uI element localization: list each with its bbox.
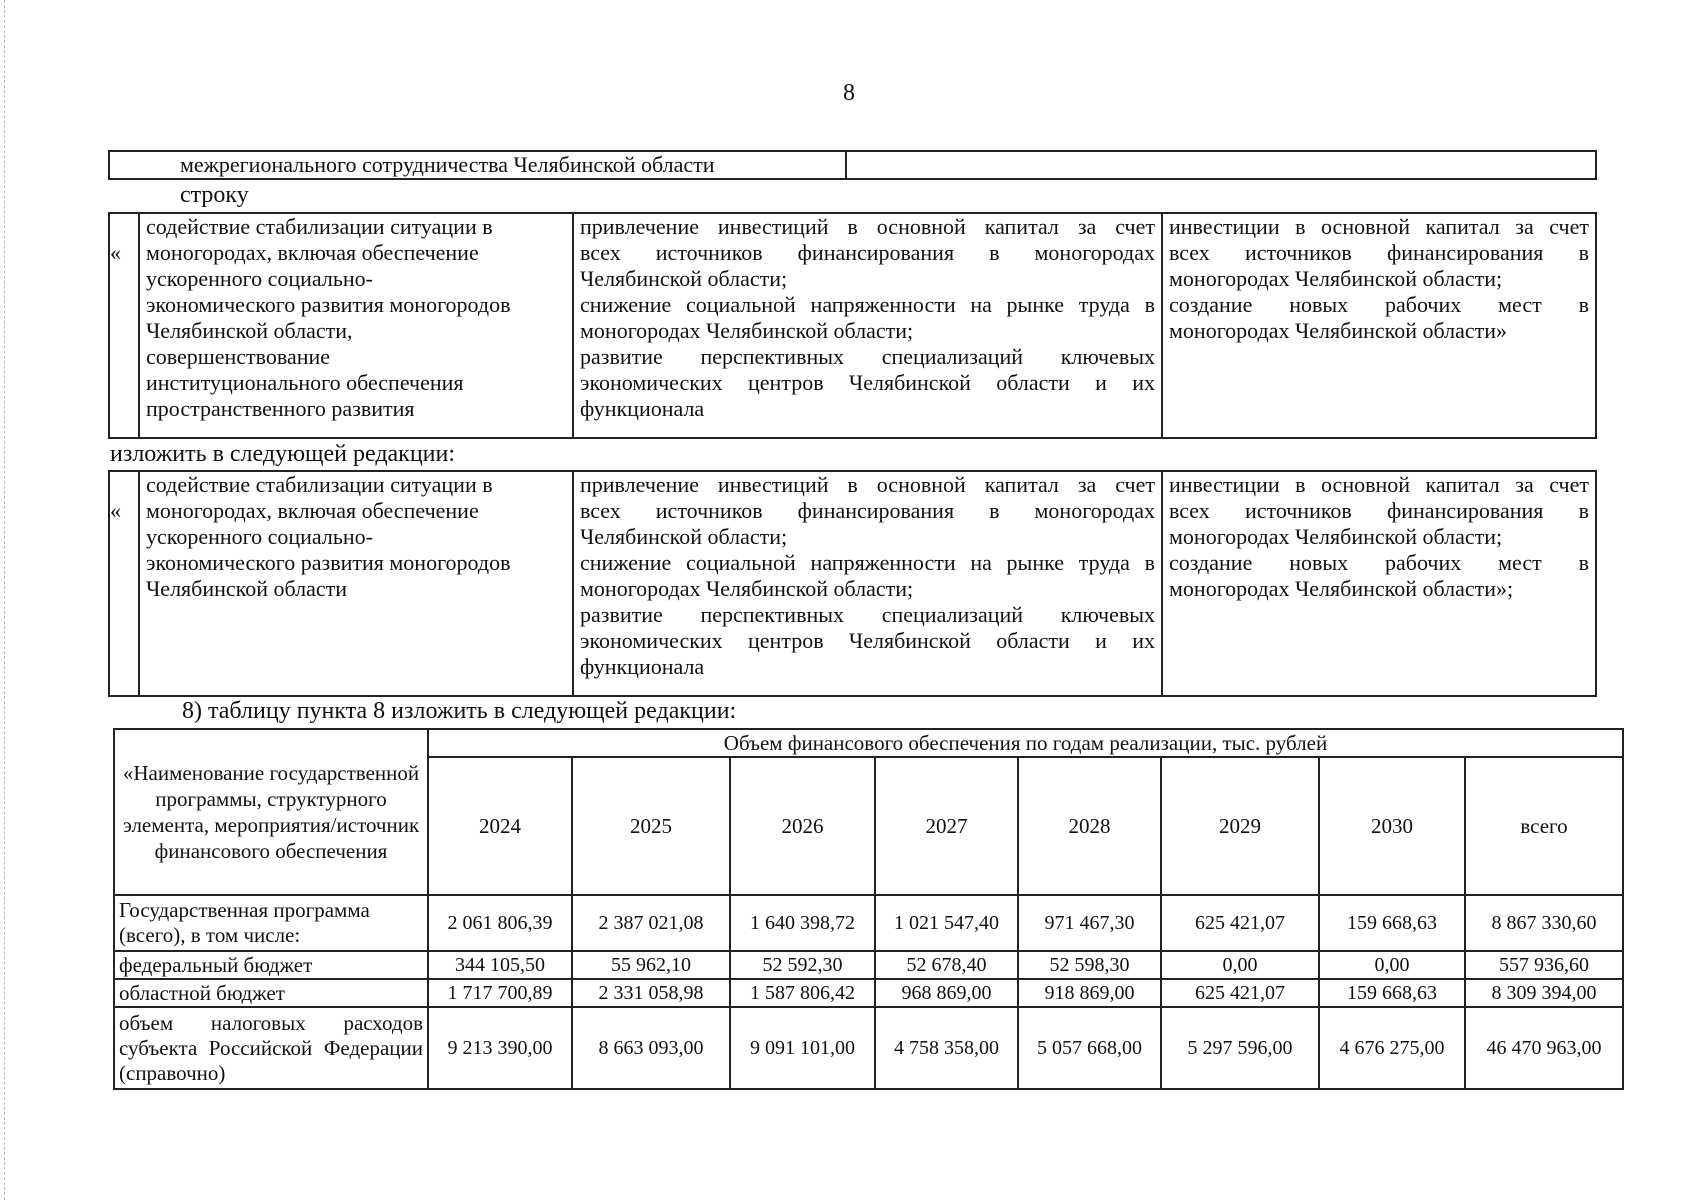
cell-value: 159 668,63 [1319, 895, 1465, 951]
year-header-2030: 2030 [1319, 757, 1465, 895]
cell-value: 4 758 358,00 [875, 1007, 1018, 1089]
scan-edge-line [4, 0, 5, 1200]
year-header-2025: 2025 [572, 757, 730, 895]
finance-table-wrap [113, 728, 1624, 1090]
line: всех источников финансирования в моногородах [580, 240, 1155, 265]
cell-value: 8 309 394,00 [1465, 979, 1623, 1007]
cell-value: 625 421,07 [1161, 895, 1319, 951]
old-row-quote-cell [109, 213, 139, 438]
page-number: 8 [843, 80, 855, 106]
row-label: федеральный бюджет [114, 951, 428, 979]
line: моногородах Челябинской области; [580, 576, 914, 601]
cell-value: 1 021 547,40 [875, 895, 1018, 951]
top-row-right-cell [846, 151, 1596, 179]
top-row-left-cell: межрегионального сотрудничества Челябинской области [109, 151, 846, 179]
line: создание новых рабочих мест в [1169, 292, 1589, 317]
cell-value: 625 421,07 [1161, 979, 1319, 1007]
new-row-effect-cell [573, 471, 1162, 696]
line: всех источников финансирования в моногородах [580, 498, 1155, 523]
line: снижение социальной напряженности на рынке труда в [580, 550, 1155, 575]
line: моногородах Челябинской области; [1169, 266, 1503, 291]
finance-table [113, 728, 1624, 1090]
cell-value: 2 387 021,08 [572, 895, 730, 951]
line: моногородах, включая обеспечение [146, 498, 479, 523]
cell-value: 2 331 058,98 [572, 979, 730, 1007]
cell-value: 46 470 963,00 [1465, 1007, 1623, 1089]
name-header-cell: «Наименование государственной программы, структурного элемента, мероприятия/источник финансового обеспечения [114, 729, 428, 895]
line: привлечение инвестиций в основной капитал за счет [580, 214, 1155, 239]
old-row-table [108, 212, 1597, 439]
line: совершенствование [146, 344, 331, 369]
cell-value: 9 091 101,00 [730, 1007, 875, 1089]
line: экономического развития моногородов [146, 292, 511, 317]
line: Челябинской области [146, 576, 348, 601]
cell-value: 968 869,00 [875, 979, 1018, 1007]
cell-value: 971 467,30 [1018, 895, 1161, 951]
old-row-task-cell [139, 213, 573, 438]
line: моногородах, включая обеспечение [146, 240, 479, 265]
cell-value: 9 213 390,00 [428, 1007, 572, 1089]
cell-value: 8 867 330,60 [1465, 895, 1623, 951]
line: инвестиции в основной капитал за счет [1169, 214, 1589, 239]
row-label: Государственная программа (всего), в том числе: [114, 895, 428, 951]
line: экономического развития моногородов [146, 550, 511, 575]
cell-value: 344 105,50 [428, 951, 572, 979]
line: всех источников финансирования в [1169, 240, 1589, 265]
table-row [114, 951, 1623, 979]
cell-value: 0,00 [1161, 951, 1319, 979]
label-item8: 8) таблицу пункта 8 изложить в следующей редакции: [182, 698, 737, 724]
new-row-table [108, 470, 1597, 697]
line: инвестиции в основной капитал за счет [1169, 472, 1589, 497]
new-row-quote-mark: « [110, 498, 121, 523]
line: содействие стабилизации ситуации в [146, 214, 493, 239]
cell-value: 52 678,40 [875, 951, 1018, 979]
cell-value: 159 668,63 [1319, 979, 1465, 1007]
line: Челябинской области; [580, 266, 788, 291]
cell-value: 5 057 668,00 [1018, 1007, 1161, 1089]
row-label: объем налоговых расходов субъекта Российской Федерации (справочно) [114, 1007, 428, 1089]
line: моногородах Челябинской области»; [1169, 576, 1514, 601]
cell-value: 918 869,00 [1018, 979, 1161, 1007]
line: моногородах Челябинской области; [580, 318, 914, 343]
year-header-2026: 2026 [730, 757, 875, 895]
line: моногородах Челябинской области» [1169, 318, 1508, 343]
table-row [114, 979, 1623, 1007]
label-new-edition: изложить в следующей редакции: [110, 441, 456, 467]
cell-value: 1 640 398,72 [730, 895, 875, 951]
top-row-table-wrap [108, 150, 1597, 180]
line: ускоренного социально- [146, 524, 374, 549]
line: снижение социальной напряженности на рынке труда в [580, 292, 1155, 317]
new-row-task-cell [139, 471, 573, 696]
line: Челябинской области, [146, 318, 353, 343]
new-row-indicator-cell [1162, 471, 1596, 696]
top-row-table [108, 150, 1597, 180]
volume-header-cell: Объем финансового обеспечения по годам реализации, тыс. рублей [428, 729, 1623, 757]
row-label: областной бюджет [114, 979, 428, 1007]
new-row-table-wrap [108, 470, 1597, 697]
old-row-indicator-cell [1162, 213, 1596, 438]
line: пространственного развития [146, 396, 415, 421]
line: Челябинской области; [580, 524, 788, 549]
line: экономических центров Челябинской области и их [580, 370, 1155, 395]
cell-value: 8 663 093,00 [572, 1007, 730, 1089]
table-row [114, 1007, 1623, 1089]
year-header-2024: 2024 [428, 757, 572, 895]
year-header-2029: 2029 [1161, 757, 1319, 895]
cell-value: 4 676 275,00 [1319, 1007, 1465, 1089]
line: развитие перспективных специализаций ключевых [580, 602, 1155, 627]
cell-value: 1 717 700,89 [428, 979, 572, 1007]
cell-value: 5 297 596,00 [1161, 1007, 1319, 1089]
line: привлечение инвестиций в основной капитал за счет [580, 472, 1155, 497]
line: ускоренного социально- [146, 266, 374, 291]
cell-value: 0,00 [1319, 951, 1465, 979]
line: институционального обеспечения [146, 370, 464, 395]
line: создание новых рабочих мест в [1169, 550, 1589, 575]
old-row-effect-cell [573, 213, 1162, 438]
year-header-total: всего [1465, 757, 1623, 895]
cell-value: 52 598,30 [1018, 951, 1161, 979]
line: функционала [580, 396, 705, 421]
cell-value: 55 962,10 [572, 951, 730, 979]
cell-value: 557 936,60 [1465, 951, 1623, 979]
line: развитие перспективных специализаций ключевых [580, 344, 1155, 369]
old-row-quote-mark: « [110, 240, 121, 265]
cell-value: 1 587 806,42 [730, 979, 875, 1007]
year-header-2027: 2027 [875, 757, 1018, 895]
line: экономических центров Челябинской области и их [580, 628, 1155, 653]
line: моногородах Челябинской области; [1169, 524, 1503, 549]
year-header-2028: 2028 [1018, 757, 1161, 895]
cell-value: 2 061 806,39 [428, 895, 572, 951]
new-row-quote-cell [109, 471, 139, 696]
line: функционала [580, 654, 705, 679]
line: всех источников финансирования в [1169, 498, 1589, 523]
old-row-table-wrap [108, 212, 1597, 439]
label-stroku: строку [180, 182, 249, 208]
table-row [114, 895, 1623, 951]
line: содействие стабилизации ситуации в [146, 472, 493, 497]
cell-value: 52 592,30 [730, 951, 875, 979]
